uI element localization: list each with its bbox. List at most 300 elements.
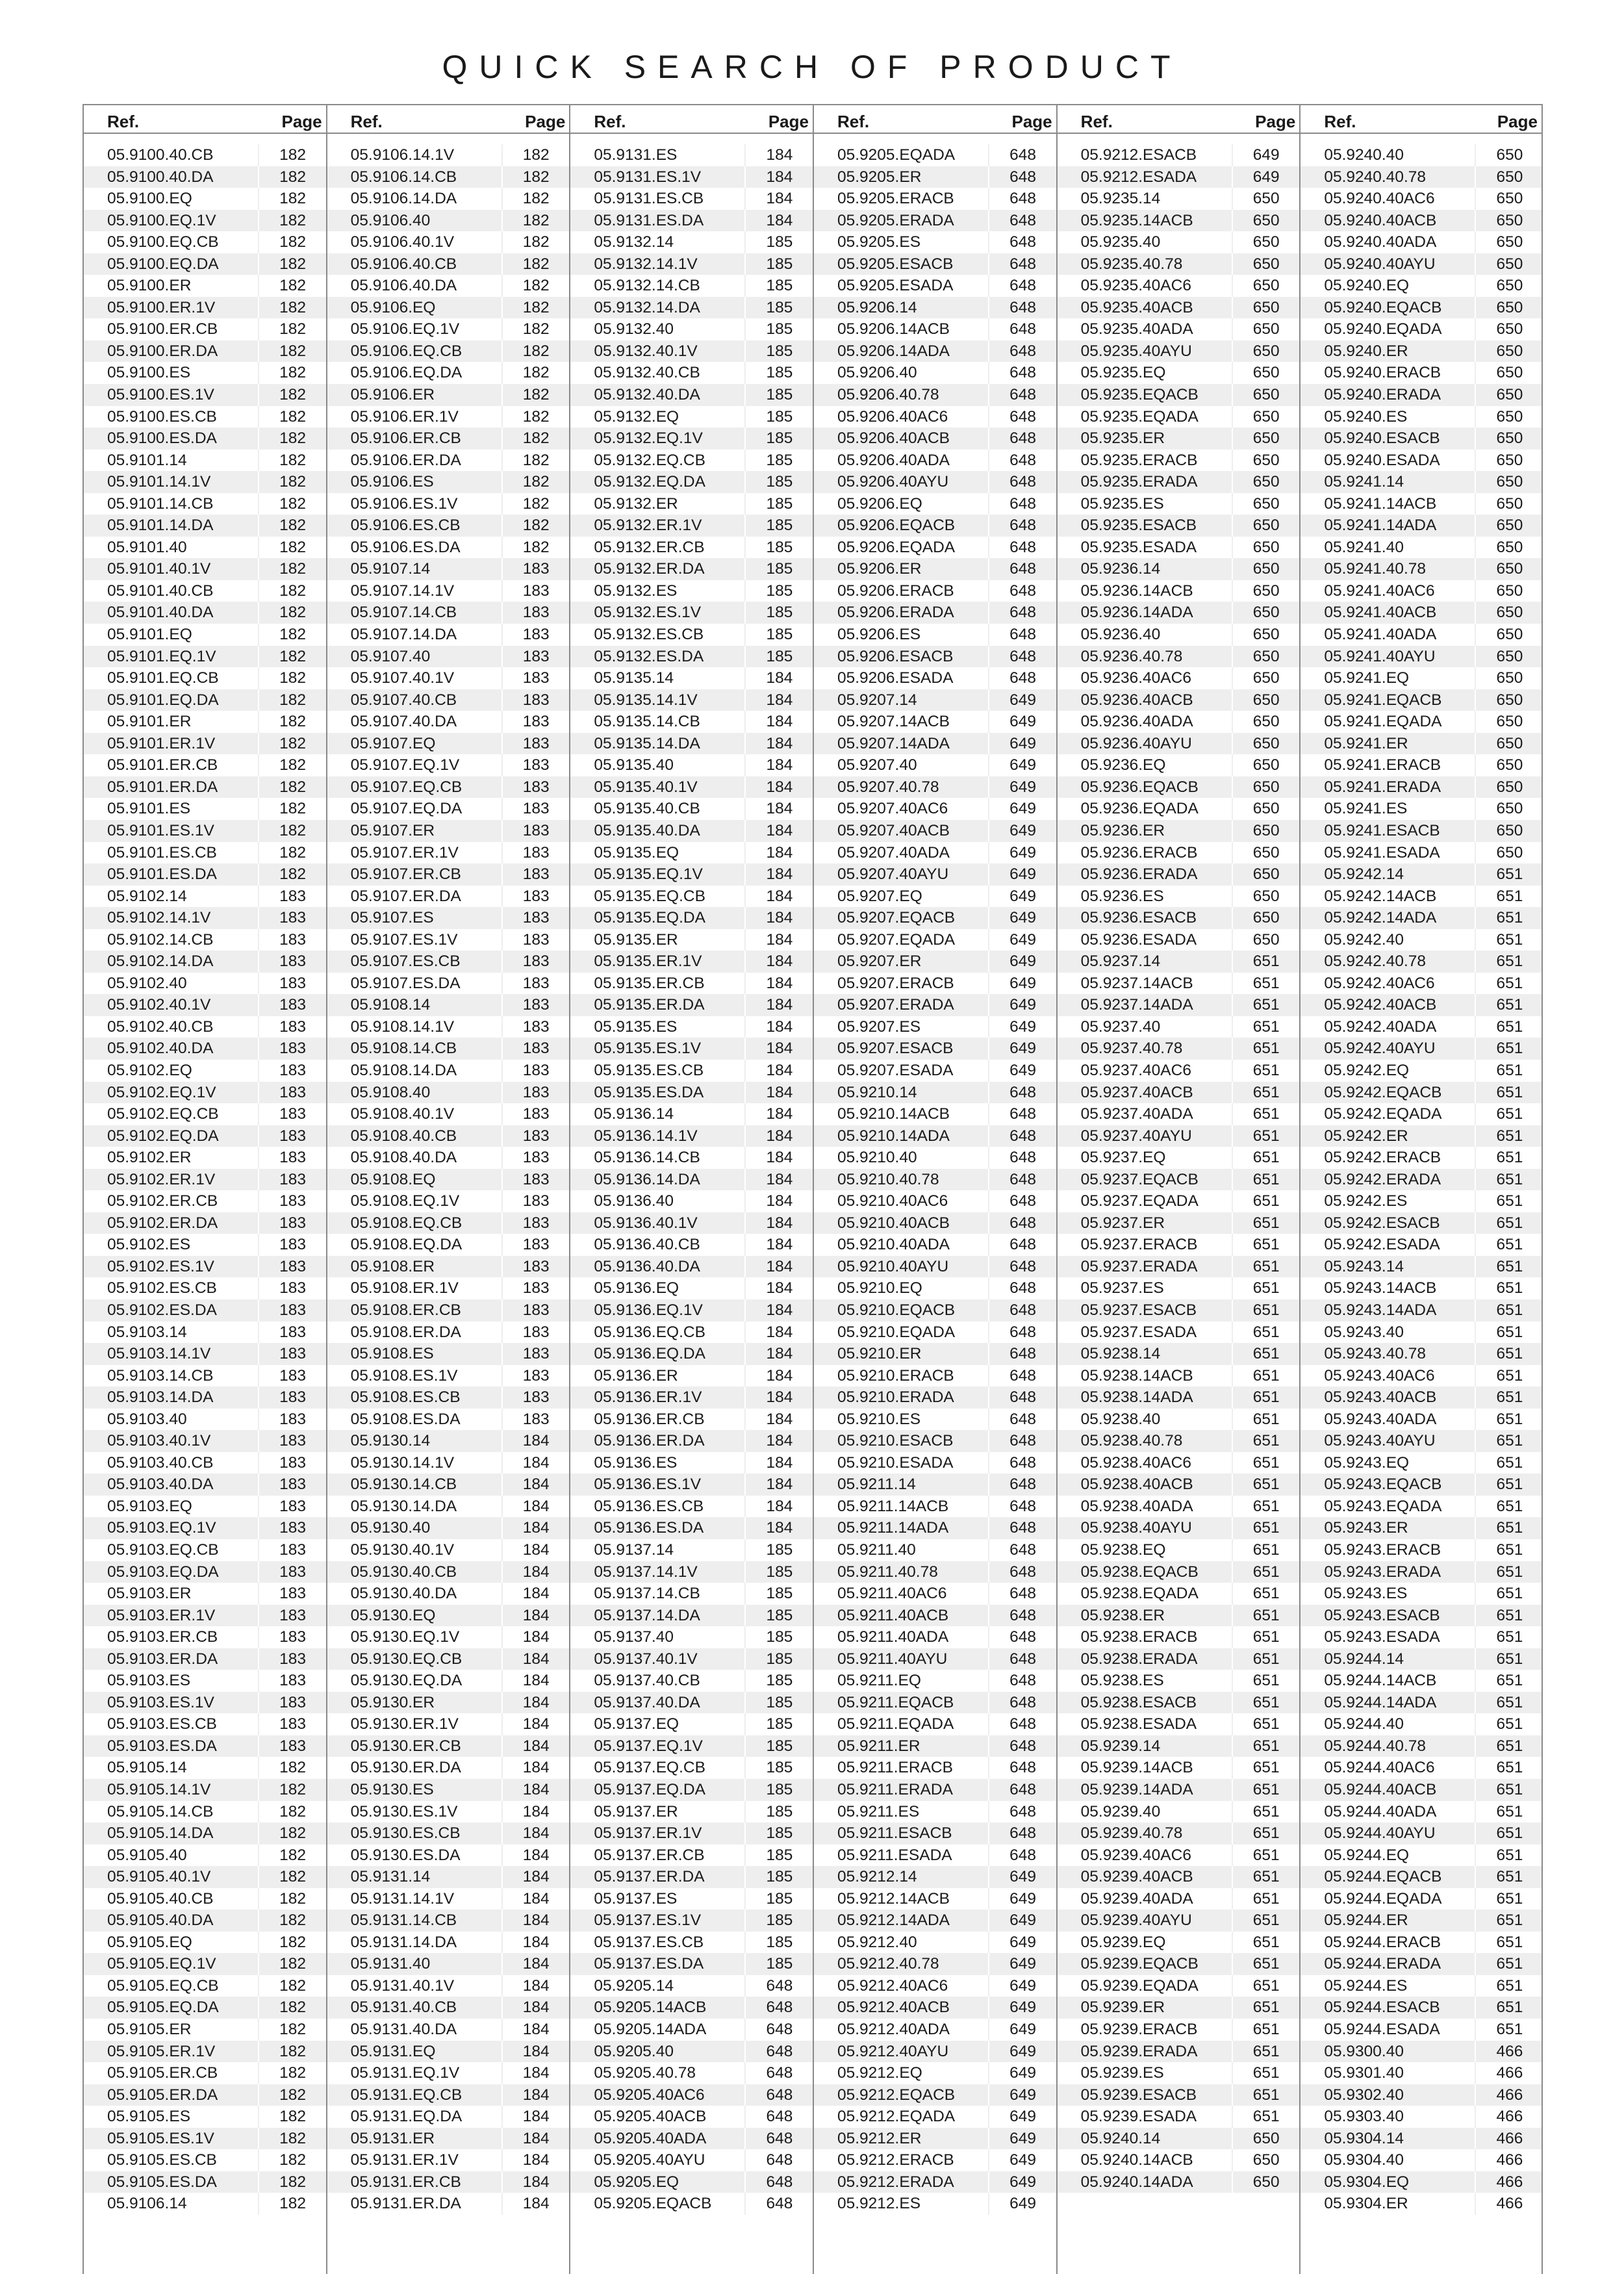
ref-cell: 05.9236.40.78 bbox=[1080, 647, 1183, 665]
table-row bbox=[1300, 1910, 1542, 1932]
page-cell: 651 bbox=[1232, 1626, 1300, 1648]
table-row bbox=[1300, 406, 1542, 428]
table-row bbox=[1300, 1234, 1542, 1256]
table-row bbox=[84, 428, 326, 450]
table-row bbox=[1058, 537, 1300, 559]
ref-cell: 05.9236.EQ bbox=[1080, 756, 1166, 774]
ref-cell: 05.9205.EQACB bbox=[594, 2195, 712, 2213]
table-row bbox=[570, 1365, 813, 1387]
table-row bbox=[84, 1692, 326, 1714]
page-cell: 651 bbox=[1232, 1866, 1300, 1888]
table-row bbox=[1300, 1256, 1542, 1278]
page-cell: 183 bbox=[258, 1082, 327, 1104]
table-row bbox=[570, 493, 813, 515]
table-row bbox=[814, 1953, 1056, 1975]
table-row bbox=[570, 994, 813, 1016]
page-cell: 648 bbox=[744, 2171, 813, 2193]
table-row bbox=[570, 1626, 813, 1648]
table-row bbox=[1300, 471, 1542, 493]
ref-cell: 05.9135.ER bbox=[594, 930, 678, 949]
page-cell: 185 bbox=[744, 1757, 813, 1779]
table-row bbox=[814, 1322, 1056, 1344]
table-row bbox=[327, 297, 570, 319]
table-row bbox=[814, 1517, 1056, 1539]
page-cell: 183 bbox=[258, 1626, 327, 1648]
page-cell: 184 bbox=[744, 1038, 813, 1060]
table-row bbox=[1058, 951, 1300, 973]
table-row bbox=[814, 929, 1056, 951]
ref-cell: 05.9237.EQACB bbox=[1080, 1170, 1199, 1188]
ref-cell: 05.9244.ERADA bbox=[1324, 1955, 1441, 1973]
page-cell: 182 bbox=[258, 318, 327, 340]
page-cell: 184 bbox=[501, 1757, 570, 1779]
ref-cell: 05.9206.ES bbox=[837, 626, 921, 644]
table-row bbox=[84, 406, 326, 428]
ref-cell: 05.9136.40 bbox=[594, 1192, 674, 1210]
table-row bbox=[327, 1365, 570, 1387]
ref-cell: 05.9240.ERADA bbox=[1324, 386, 1441, 404]
page-cell: 648 bbox=[988, 1822, 1057, 1845]
table-row bbox=[570, 362, 813, 384]
table-row bbox=[570, 667, 813, 689]
ref-cell: 05.9105.ER.DA bbox=[107, 2086, 218, 2104]
ref-cell: 05.9137.EQ.DA bbox=[594, 1781, 705, 1799]
table-row bbox=[1058, 340, 1300, 363]
table-row bbox=[84, 384, 326, 406]
ref-cell: 05.9102.EQ bbox=[107, 1061, 192, 1079]
ref-cell: 05.9107.40.CB bbox=[350, 691, 457, 709]
table-row bbox=[1300, 210, 1542, 232]
table-row bbox=[327, 1910, 570, 1932]
table-row bbox=[1058, 1103, 1300, 1125]
ref-cell: 05.9101.40.DA bbox=[107, 604, 214, 622]
page-cell: 182 bbox=[258, 2128, 327, 2150]
page-cell: 184 bbox=[501, 2084, 570, 2106]
page-cell: 185 bbox=[744, 515, 813, 537]
ref-cell: 05.9205.ERADA bbox=[837, 211, 954, 229]
table-row bbox=[814, 1801, 1056, 1823]
ref-cell: 05.9101.EQ bbox=[107, 626, 192, 644]
page-cell: 648 bbox=[988, 1845, 1057, 1867]
ref-cell: 05.9242.ESACB bbox=[1324, 1214, 1440, 1232]
ref-cell: 05.9238.ESACB bbox=[1080, 1693, 1197, 1711]
page-cell: 651 bbox=[1475, 1539, 1543, 1561]
table-row bbox=[1300, 1866, 1542, 1888]
table-row bbox=[84, 537, 326, 559]
ref-cell: 05.9108.EQ.CB bbox=[350, 1214, 463, 1232]
table-row bbox=[814, 1147, 1056, 1169]
table-row bbox=[84, 1277, 326, 1299]
ref-cell: 05.9207.40ACB bbox=[837, 821, 950, 839]
ref-cell: 05.9107.EQ.DA bbox=[350, 800, 463, 818]
page-cell: 182 bbox=[258, 798, 327, 820]
page-cell: 651 bbox=[1232, 1932, 1300, 1954]
page-cell: 184 bbox=[744, 1082, 813, 1104]
table-row bbox=[1058, 1409, 1300, 1431]
page-cell: 650 bbox=[1232, 537, 1300, 559]
ref-cell: 05.9137.ER.CB bbox=[594, 1846, 705, 1864]
table-row bbox=[570, 1866, 813, 1888]
page-cell: 651 bbox=[1475, 2019, 1543, 2041]
ref-cell: 05.9211.40 bbox=[837, 1541, 916, 1559]
table-row bbox=[327, 1409, 570, 1431]
ref-cell: 05.9103.40 bbox=[107, 1410, 187, 1428]
page-cell: 185 bbox=[744, 1866, 813, 1888]
table-row bbox=[84, 144, 326, 166]
ref-cell: 05.9130.ES.CB bbox=[350, 1824, 461, 1843]
page-cell: 184 bbox=[744, 1125, 813, 1147]
table-row bbox=[570, 2084, 813, 2106]
ref-cell: 05.9137.14.CB bbox=[594, 1585, 700, 1603]
ref-cell: 05.9238.14ADA bbox=[1080, 1388, 1193, 1407]
ref-cell: 05.9107.40.1V bbox=[350, 669, 455, 687]
table-row bbox=[570, 907, 813, 929]
ref-cell: 05.9108.40.DA bbox=[350, 1149, 457, 1167]
page-cell: 184 bbox=[744, 1016, 813, 1038]
table-row bbox=[327, 886, 570, 908]
ref-cell: 05.9100.40.DA bbox=[107, 168, 214, 186]
table-row bbox=[327, 515, 570, 537]
ref-cell: 05.9237.14 bbox=[1080, 952, 1161, 971]
page-cell: 649 bbox=[988, 689, 1057, 711]
ref-cell: 05.9135.40.DA bbox=[594, 821, 700, 839]
page-cell: 184 bbox=[501, 1474, 570, 1496]
page-cell: 650 bbox=[1475, 820, 1543, 842]
page-cell: 650 bbox=[1232, 275, 1300, 297]
ref-cell: 05.9103.ER.DA bbox=[107, 1650, 218, 1668]
ref-cell: 05.9101.ER.CB bbox=[107, 756, 218, 774]
ref-cell: 05.9210.40AC6 bbox=[837, 1192, 948, 1210]
page-cell: 650 bbox=[1232, 602, 1300, 624]
table-row bbox=[327, 188, 570, 210]
page-cell: 182 bbox=[258, 667, 327, 689]
ref-cell: 05.9207.14 bbox=[837, 691, 917, 709]
page-cell: 184 bbox=[744, 820, 813, 842]
page-cell: 649 bbox=[988, 711, 1057, 733]
ref-cell: 05.9101.40.CB bbox=[107, 581, 214, 600]
ref-cell: 05.9235.40ACB bbox=[1080, 298, 1193, 316]
page-cell: 183 bbox=[258, 1277, 327, 1299]
table-row bbox=[814, 2062, 1056, 2084]
ref-cell: 05.9207.14ACB bbox=[837, 713, 950, 731]
ref-cell: 05.9102.40.DA bbox=[107, 1040, 214, 1058]
page-cell: 649 bbox=[988, 1910, 1057, 1932]
page-cell: 182 bbox=[258, 1888, 327, 1910]
ref-cell: 05.9102.ES.CB bbox=[107, 1279, 217, 1297]
ref-cell: 05.9241.ER bbox=[1324, 734, 1408, 752]
table-row bbox=[570, 2171, 813, 2193]
table-row bbox=[1058, 1343, 1300, 1365]
table-row bbox=[814, 733, 1056, 755]
table-row bbox=[570, 1888, 813, 1910]
ref-cell: 05.9132.ER bbox=[594, 494, 678, 513]
ref-cell: 05.9100.40.CB bbox=[107, 146, 214, 164]
ref-cell: 05.9130.ES.DA bbox=[350, 1846, 461, 1864]
ref-cell: 05.9239.40AYU bbox=[1080, 1911, 1192, 1930]
ref-cell: 05.9132.40 bbox=[594, 320, 674, 339]
table-row bbox=[84, 1343, 326, 1365]
table-row bbox=[327, 1757, 570, 1779]
page-cell: 648 bbox=[988, 188, 1057, 210]
table-row bbox=[1300, 711, 1542, 733]
table-row bbox=[1300, 863, 1542, 886]
ref-cell: 05.9137.ER.1V bbox=[594, 1824, 702, 1843]
ref-cell: 05.9102.ER bbox=[107, 1149, 192, 1167]
ref-cell: 05.9135.14.CB bbox=[594, 713, 700, 731]
ref-cell: 05.9212.40.78 bbox=[837, 1955, 939, 1973]
ref-cell: 05.9102.40 bbox=[107, 974, 187, 992]
table-row bbox=[814, 1692, 1056, 1714]
ref-cell: 05.9105.ES.CB bbox=[107, 2151, 217, 2169]
page-cell: 649 bbox=[988, 2128, 1057, 2150]
ref-cell: 05.9206.EQ bbox=[837, 494, 922, 513]
page-cell: 182 bbox=[258, 1845, 327, 1867]
table-row bbox=[327, 733, 570, 755]
page-cell: 184 bbox=[501, 1953, 570, 1975]
page-cell: 183 bbox=[258, 973, 327, 995]
table-row bbox=[1058, 1060, 1300, 1082]
table-row bbox=[84, 733, 326, 755]
table-row bbox=[1058, 1038, 1300, 1060]
ref-cell: 05.9212.ESACB bbox=[1080, 146, 1197, 164]
page-cell: 182 bbox=[258, 166, 327, 188]
table-row bbox=[84, 1953, 326, 1975]
page-cell: 183 bbox=[258, 1409, 327, 1431]
page-cell: 651 bbox=[1232, 1212, 1300, 1234]
ref-cell: 05.9131.14.DA bbox=[350, 1933, 457, 1951]
ref-cell: 05.9105.14.DA bbox=[107, 1824, 214, 1843]
table-row bbox=[814, 275, 1056, 297]
table-row bbox=[1058, 2019, 1300, 2041]
ref-cell: 05.9100.EQ bbox=[107, 190, 192, 208]
ref-cell: 05.9212.ES bbox=[837, 2195, 921, 2213]
page-cell: 184 bbox=[501, 1779, 570, 1801]
page-cell: 648 bbox=[988, 558, 1057, 580]
page-cell: 182 bbox=[258, 2193, 327, 2215]
table-row bbox=[814, 1670, 1056, 1692]
page-cell: 182 bbox=[258, 2062, 327, 2084]
page-cell: 182 bbox=[258, 471, 327, 493]
page-cell: 648 bbox=[988, 580, 1057, 602]
page-cell: 651 bbox=[1232, 1365, 1300, 1387]
page-cell: 650 bbox=[1232, 558, 1300, 580]
page-cell: 651 bbox=[1475, 1169, 1543, 1191]
table-row bbox=[327, 1845, 570, 1867]
table-row bbox=[814, 231, 1056, 253]
ref-cell: 05.9108.ES bbox=[350, 1345, 434, 1363]
page-cell: 651 bbox=[1475, 1561, 1543, 1583]
table-row bbox=[1058, 1474, 1300, 1496]
table-row bbox=[84, 602, 326, 624]
table-row bbox=[1300, 886, 1542, 908]
table-row bbox=[84, 820, 326, 842]
table-row bbox=[327, 1953, 570, 1975]
table-row bbox=[327, 1212, 570, 1234]
page-cell: 182 bbox=[258, 842, 327, 864]
ref-cell: 05.9237.14ADA bbox=[1080, 996, 1193, 1014]
table-row bbox=[327, 929, 570, 951]
page-cell: 183 bbox=[258, 1605, 327, 1627]
page-cell: 184 bbox=[501, 2193, 570, 2215]
table-row bbox=[814, 667, 1056, 689]
page-cell: 184 bbox=[501, 1626, 570, 1648]
page-cell: 651 bbox=[1232, 1735, 1300, 1757]
ref-cell: 05.9132.EQ.DA bbox=[594, 473, 705, 491]
page-cell: 651 bbox=[1232, 2084, 1300, 2106]
table-row bbox=[327, 1822, 570, 1845]
page-cell: 651 bbox=[1475, 1583, 1543, 1605]
ref-cell: 05.9211.EQACB bbox=[837, 1693, 954, 1711]
ref-cell: 05.9239.ERADA bbox=[1080, 2042, 1198, 2060]
ref-cell: 05.9244.EQ bbox=[1324, 1846, 1410, 1864]
ref-cell: 05.9105.EQ bbox=[107, 1933, 192, 1951]
table-row bbox=[570, 1757, 813, 1779]
page-cell: 650 bbox=[1475, 515, 1543, 537]
table-row bbox=[1058, 820, 1300, 842]
ref-cell: 05.9102.40.CB bbox=[107, 1017, 214, 1036]
ref-cell: 05.9132.ER.CB bbox=[594, 538, 705, 556]
table-row bbox=[327, 1866, 570, 1888]
ref-cell: 05.9106.ER.1V bbox=[350, 407, 459, 426]
table-row bbox=[1058, 1212, 1300, 1234]
ref-cell: 05.9135.ES.DA bbox=[594, 1083, 704, 1101]
table-row bbox=[327, 580, 570, 602]
table-row bbox=[814, 1866, 1056, 1888]
page-cell: 185 bbox=[744, 602, 813, 624]
table-row bbox=[84, 776, 326, 798]
table-row bbox=[1300, 733, 1542, 755]
page-cell: 183 bbox=[501, 1016, 570, 1038]
table-row bbox=[1300, 929, 1542, 951]
ref-cell: 05.9205.40ADA bbox=[594, 2129, 707, 2147]
ref-cell: 05.9106.ES bbox=[350, 473, 434, 491]
ref-cell: 05.9240.EQACB bbox=[1324, 298, 1442, 316]
ref-cell: 05.9205.14ADA bbox=[594, 2021, 707, 2039]
table-row bbox=[570, 253, 813, 275]
ref-cell: 05.9205.ER bbox=[837, 168, 922, 186]
table-row bbox=[1058, 493, 1300, 515]
ref-cell: 05.9238.40.78 bbox=[1080, 1432, 1183, 1450]
ref-cell: 05.9239.ER bbox=[1080, 1999, 1165, 2017]
table-row bbox=[814, 646, 1056, 668]
ref-cell: 05.9135.ER.CB bbox=[594, 974, 705, 992]
ref-cell: 05.9210.EQACB bbox=[837, 1301, 956, 1319]
ref-cell: 05.9205.ESADA bbox=[837, 277, 954, 295]
ref-cell: 05.9237.40AYU bbox=[1080, 1127, 1192, 1145]
page-cell: 184 bbox=[744, 1234, 813, 1256]
table-row bbox=[327, 1997, 570, 2019]
table-row bbox=[84, 1060, 326, 1082]
page-cell: 184 bbox=[744, 1190, 813, 1212]
table-row bbox=[570, 1648, 813, 1670]
page-cell: 184 bbox=[744, 1277, 813, 1299]
ref-cell: 05.9236.14ADA bbox=[1080, 604, 1193, 622]
ref-cell: 05.9236.ERADA bbox=[1080, 865, 1198, 884]
page-header: Page bbox=[281, 112, 322, 131]
page-cell: 648 bbox=[988, 1779, 1057, 1801]
table-row bbox=[814, 188, 1056, 210]
table-row bbox=[327, 646, 570, 668]
ref-cell: 05.9235.40.78 bbox=[1080, 255, 1183, 273]
page-cell: 182 bbox=[258, 450, 327, 472]
table-row bbox=[570, 973, 813, 995]
page-cell: 185 bbox=[744, 428, 813, 450]
page-cell: 651 bbox=[1475, 1125, 1543, 1147]
page-cell: 183 bbox=[258, 1169, 327, 1191]
ref-cell: 05.9239.ES bbox=[1080, 2064, 1164, 2082]
table-row bbox=[84, 1735, 326, 1757]
ref-cell: 05.9238.40ACB bbox=[1080, 1476, 1193, 1494]
ref-cell: 05.9304.40 bbox=[1324, 2151, 1404, 2169]
page-cell: 183 bbox=[501, 951, 570, 973]
table-row bbox=[814, 1365, 1056, 1387]
table-row bbox=[1300, 1779, 1542, 1801]
ref-cell: 05.9210.ESACB bbox=[837, 1432, 954, 1450]
table-row bbox=[84, 231, 326, 253]
table-row bbox=[814, 624, 1056, 646]
ref-cell: 05.9206.EQADA bbox=[837, 538, 956, 556]
ref-header: Ref. bbox=[594, 112, 626, 131]
table-row bbox=[570, 558, 813, 580]
page-cell: 183 bbox=[501, 602, 570, 624]
ref-cell: 05.9106.14.1V bbox=[350, 146, 455, 164]
page-cell: 651 bbox=[1475, 1735, 1543, 1757]
page-cell: 650 bbox=[1232, 820, 1300, 842]
page-cell: 182 bbox=[258, 362, 327, 384]
page-cell: 651 bbox=[1232, 1016, 1300, 1038]
page-cell: 651 bbox=[1232, 1103, 1300, 1125]
table-row bbox=[1300, 340, 1542, 363]
table-row bbox=[1058, 754, 1300, 776]
page-cell: 184 bbox=[744, 166, 813, 188]
page-cell: 651 bbox=[1232, 1082, 1300, 1104]
ref-cell: 05.9103.ER.CB bbox=[107, 1628, 218, 1646]
table-row bbox=[84, 1779, 326, 1801]
ref-cell: 05.9241.ESACB bbox=[1324, 821, 1440, 839]
page-cell: 651 bbox=[1232, 1692, 1300, 1714]
page-cell: 184 bbox=[744, 711, 813, 733]
table-row bbox=[1300, 646, 1542, 668]
ref-cell: 05.9105.EQ.1V bbox=[107, 1955, 216, 1973]
ref-cell: 05.9132.14.DA bbox=[594, 298, 700, 316]
ref-cell: 05.9137.EQ.1V bbox=[594, 1737, 703, 1755]
table-row bbox=[570, 1038, 813, 1060]
table-row bbox=[84, 318, 326, 340]
table-row bbox=[84, 2149, 326, 2171]
page-cell: 649 bbox=[988, 1953, 1057, 1975]
page-cell: 651 bbox=[1475, 1626, 1543, 1648]
table-row bbox=[84, 471, 326, 493]
page-cell: 183 bbox=[258, 1256, 327, 1278]
table-row bbox=[84, 580, 326, 602]
ref-cell: 05.9239.EQACB bbox=[1080, 1955, 1199, 1973]
ref-cell: 05.9206.EQACB bbox=[837, 517, 956, 535]
table-row bbox=[327, 994, 570, 1016]
ref-cell: 05.9210.14 bbox=[837, 1083, 917, 1101]
ref-cell: 05.9243.40 bbox=[1324, 1323, 1404, 1341]
ref-cell: 05.9236.40 bbox=[1080, 626, 1161, 644]
page-cell: 182 bbox=[501, 144, 570, 166]
ref-cell: 05.9211.14ADA bbox=[837, 1519, 949, 1537]
table-row bbox=[1300, 1038, 1542, 1060]
page-cell: 650 bbox=[1232, 210, 1300, 232]
page-cell: 650 bbox=[1232, 231, 1300, 253]
page-cell: 651 bbox=[1475, 1038, 1543, 1060]
ref-cell: 05.9210.ES bbox=[837, 1410, 921, 1428]
page-cell: 649 bbox=[988, 973, 1057, 995]
page-cell: 651 bbox=[1475, 1888, 1543, 1910]
table-row bbox=[814, 994, 1056, 1016]
